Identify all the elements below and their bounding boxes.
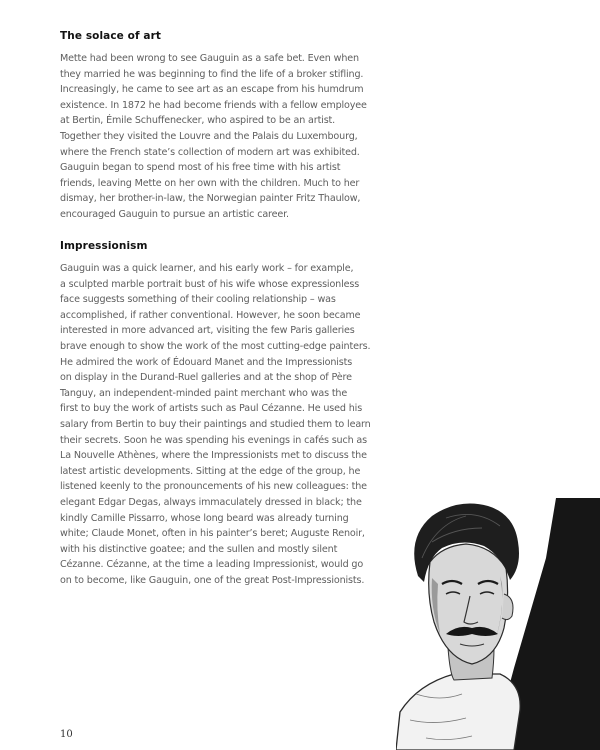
page-number: 10 bbox=[60, 729, 73, 740]
body-line: encouraged Gauguin to pursue an artistic career. bbox=[60, 208, 289, 220]
body-line: a sculpted marble portrait bust of his wife whose expressionless bbox=[60, 278, 360, 290]
portrait-sketch-illustration bbox=[396, 498, 600, 750]
section-heading: The solace of art bbox=[60, 30, 161, 42]
body-line: Gauguin began to spend most of his free time with his artist bbox=[60, 162, 341, 174]
body-line: Gauguin was a quick learner, and his early work – for example, bbox=[60, 263, 354, 274]
body-line: elegant Edgar Degas, always immaculately dressed in black; the bbox=[60, 496, 362, 508]
body-line: interested in more advanced art, visiting the few Paris galleries bbox=[60, 325, 355, 337]
body-line: dismay, her brother-in-law, the Norwegian painter Fritz Thaulow, bbox=[60, 193, 361, 205]
body-line: Together they visited the Louvre and the Palais du Luxembourg, bbox=[60, 130, 358, 142]
body-line: their secrets. Soon he was spending his evenings in cafés such as bbox=[60, 434, 368, 446]
body-line: existence. In 1872 he had become friends with a fellow employee bbox=[60, 99, 367, 111]
body-line: accomplished, if rather conventional. However, he soon became bbox=[60, 309, 361, 321]
section-impressionism bbox=[60, 240, 400, 588]
section-solace-of-art bbox=[60, 30, 400, 223]
body-line: kindly Camille Pissarro, whose long beard was already turning bbox=[60, 512, 349, 524]
section-body bbox=[60, 261, 400, 588]
body-line: Cézanne. Cézanne, at the time a leading Impressionist, would go bbox=[60, 559, 364, 571]
body-line: He admired the work of Édouard Manet and the Impressionists bbox=[60, 356, 353, 368]
body-line: listened keenly to the pronouncements of his new colleagues: the bbox=[60, 481, 367, 493]
body-line: salary from Bertin to buy their paintings and studied them to learn bbox=[60, 418, 371, 430]
body-line: where the French state’s collection of modern art was exhibited. bbox=[60, 146, 360, 158]
body-line: brave enough to show the work of the most cutting-edge painters. bbox=[60, 340, 371, 352]
body-line: face suggests something of their cooling relationship – was bbox=[60, 294, 336, 306]
body-line: on display in the Durand-Ruel galleries and at the shop of Père bbox=[60, 372, 352, 384]
section-body bbox=[60, 51, 400, 223]
body-line: white; Claude Monet, often in his painter’s beret; Auguste Renoir, bbox=[60, 528, 365, 540]
section-heading: Impressionism bbox=[60, 240, 148, 252]
body-line: Mette had been wrong to see Gauguin as a safe bet. Even when bbox=[60, 53, 359, 64]
body-line: Increasingly, he came to see art as an escape from his humdrum bbox=[60, 84, 364, 96]
body-line: first to buy the work of artists such as Paul Cézanne. He used his bbox=[60, 403, 363, 415]
body-line: they married he was beginning to find the life of a broker stifling. bbox=[60, 68, 364, 80]
body-line: La Nouvelle Athènes, where the Impressionists met to discuss the bbox=[60, 450, 367, 462]
body-line: latest artistic developments. Sitting at the edge of the group, he bbox=[60, 465, 361, 477]
body-line: on to become, like Gauguin, one of the great Post-Impressionists. bbox=[60, 574, 365, 586]
body-line: friends, leaving Mette on her own with the children. Much to her bbox=[60, 177, 360, 189]
body-line: at Bertin, Émile Schuffenecker, who aspired to be an artist. bbox=[60, 115, 336, 127]
body-line: Tanguy, an independent-minded paint merchant who was the bbox=[60, 387, 348, 399]
body-line: with his distinctive goatee; and the sullen and mostly silent bbox=[60, 543, 338, 555]
